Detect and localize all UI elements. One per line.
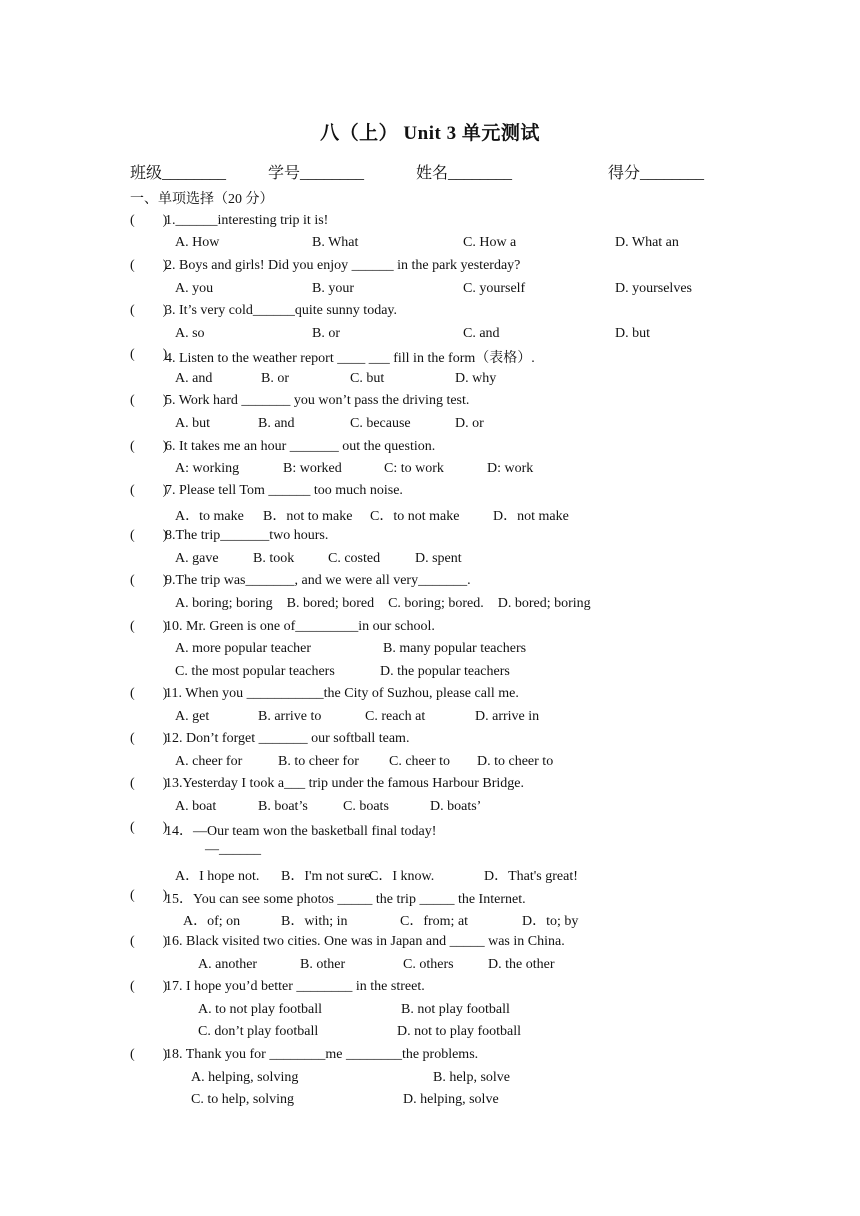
option-b: B．I'm not sure. [281, 869, 375, 884]
option-c: C. and [463, 326, 500, 341]
option-a: A. get [175, 709, 210, 724]
option-a: A. gave [175, 551, 219, 566]
answer-blank: ( ) [130, 573, 168, 588]
option-b: B．with; in [281, 914, 348, 929]
option-d: D．That's great! [484, 869, 578, 884]
option-b: B. took [253, 551, 295, 566]
option-c: C. the most popular teachers [175, 664, 335, 679]
question-stem: 16. Black visited two cities. One was in Japan and _____ was in China. [165, 934, 565, 949]
class-field: 班级________ [130, 165, 227, 182]
option-d: D．not make [493, 509, 569, 524]
question-stem: 1.______interesting trip it is! [165, 213, 329, 228]
question-stem: 8.The trip_______two hours. [165, 528, 329, 543]
answer-blank: ( ) [130, 1047, 168, 1062]
student-number-field: 学号________ [268, 165, 365, 182]
option-c: C. boats [343, 799, 389, 814]
option-a: A. so [175, 326, 205, 341]
option-b: B．not to make [263, 509, 353, 524]
question-stem: 12. Don’t forget _______ our softball team. [165, 731, 410, 746]
option-a: A．of; on [183, 914, 241, 929]
option-c: C. reach at [365, 709, 426, 724]
option-c: C．I know. [369, 869, 435, 884]
option-b: B. many popular teachers [383, 641, 527, 656]
option-d: D. arrive in [475, 709, 540, 724]
option-c: C. cheer to [389, 754, 451, 769]
option-a: A. and [175, 371, 213, 386]
option-a: A. you [175, 281, 214, 296]
option-a: A. more popular teacher [175, 641, 312, 656]
answer-blank: ( ) [130, 934, 168, 949]
question-stem: 3. It’s very cold______quite sunny today. [165, 303, 398, 318]
question-stem: 5. Work hard _______ you won’t pass the driving test. [165, 393, 470, 408]
option-b: B. or [312, 326, 340, 341]
question-stem: 13.Yesterday I took a___ trip under the famous Harbour Bridge. [165, 776, 525, 791]
question-stem: 18. Thank you for ________me ________the problems. [165, 1047, 479, 1062]
name-field: 姓名________ [416, 165, 513, 182]
option-d: D. the popular teachers [380, 664, 510, 679]
section-heading: 一、单项选择（20 分） [130, 192, 274, 207]
option-d: D. not to play football [397, 1024, 522, 1039]
option-a: A. another [198, 957, 258, 972]
option-d: D. boats’ [430, 799, 482, 814]
option-b: B. or [261, 371, 289, 386]
option-d: D. yourselves [615, 281, 692, 296]
option-b: B. to cheer for [278, 754, 359, 769]
question-stem: 14．—Our team won the basketball final today! [165, 824, 437, 839]
question-stem: 15．You can see some photos _____ the trip _____ the Internet. [165, 892, 526, 907]
option-b: B. boat’s [258, 799, 308, 814]
option-d: D．to; by [522, 914, 579, 929]
option-a: A. cheer for [175, 754, 243, 769]
option-a: A. boring; boring B. bored; bored C. boring; bored. D. bored; boring [175, 596, 591, 611]
option-b: B. What [312, 235, 359, 250]
dialogue-reply: —______ [205, 842, 261, 857]
option-b: B. help, solve [433, 1070, 510, 1085]
option-a: A. helping, solving [191, 1070, 299, 1085]
option-b: B. other [300, 957, 346, 972]
option-c: C. because [350, 416, 411, 431]
option-d: D. the other [488, 957, 555, 972]
option-c: C．to not make [370, 509, 460, 524]
answer-blank: ( ) [130, 528, 168, 543]
option-a: A. boat [175, 799, 217, 814]
option-a: A. How [175, 235, 220, 250]
option-d: D. to cheer to [477, 754, 554, 769]
answer-blank: ( ) [130, 776, 168, 791]
option-c: C. costed [328, 551, 381, 566]
option-d: D: work [487, 461, 534, 476]
question-stem: 2. Boys and girls! Did you enjoy ______ in the park yesterday? [165, 258, 521, 273]
answer-blank: ( ) [130, 619, 168, 634]
option-d: D. spent [415, 551, 462, 566]
answer-blank: ( ) [130, 439, 168, 454]
student-info-row [130, 160, 730, 184]
question-stem: 10. Mr. Green is one of_________in our school. [165, 619, 435, 634]
option-a: A. to not play football [198, 1002, 323, 1017]
option-c: C: to work [384, 461, 444, 476]
option-c: C. don’t play football [198, 1024, 319, 1039]
answer-blank: ( ) [130, 686, 168, 701]
option-d: D. why [455, 371, 497, 386]
option-c: C. How a [463, 235, 517, 250]
option-c: C. to help, solving [191, 1092, 295, 1107]
answer-blank: ( ) [130, 213, 168, 228]
answer-blank: ( ) [130, 347, 168, 362]
question-stem: 17. I hope you’d better ________ in the street. [165, 979, 425, 994]
question-stem: 7. Please tell Tom ______ too much noise. [165, 483, 403, 498]
page-title: 八（上） Unit 3 单元测试 [320, 123, 540, 144]
question-stem: 9.The trip was_______, and we were all very_______. [165, 573, 471, 588]
answer-blank: ( ) [130, 393, 168, 408]
option-d: D. helping, solve [403, 1092, 499, 1107]
option-d: D. What an [615, 235, 679, 250]
option-a: A．to make [175, 509, 244, 524]
option-c: C. yourself [463, 281, 526, 296]
option-a: A. but [175, 416, 210, 431]
answer-blank: ( ) [130, 303, 168, 318]
option-c: C. but [350, 371, 385, 386]
answer-blank: ( ) [130, 888, 168, 903]
option-b: B. your [312, 281, 354, 296]
option-b: B. and [258, 416, 295, 431]
question-stem: 4. Listen to the weather report ____ ___ fill in the form（表格）. [165, 351, 535, 366]
question-stem: 11. When you ___________the City of Suzhou, please call me. [165, 686, 519, 701]
score-field: 得分________ [608, 165, 705, 182]
answer-blank: ( ) [130, 258, 168, 273]
option-c: C. others [403, 957, 454, 972]
option-b: B: worked [283, 461, 342, 476]
option-c: C．from; at [400, 914, 469, 929]
question-stem: 6. It takes me an hour _______ out the question. [165, 439, 436, 454]
option-a: A．I hope not. [175, 869, 260, 884]
option-d: D. or [455, 416, 484, 431]
option-d: D. but [615, 326, 650, 341]
answer-blank: ( ) [130, 820, 168, 835]
answer-blank: ( ) [130, 979, 168, 994]
option-b: B. not play football [401, 1002, 510, 1017]
answer-blank: ( ) [130, 731, 168, 746]
option-b: B. arrive to [258, 709, 322, 724]
option-a: A: working [175, 461, 240, 476]
answer-blank: ( ) [130, 483, 168, 498]
